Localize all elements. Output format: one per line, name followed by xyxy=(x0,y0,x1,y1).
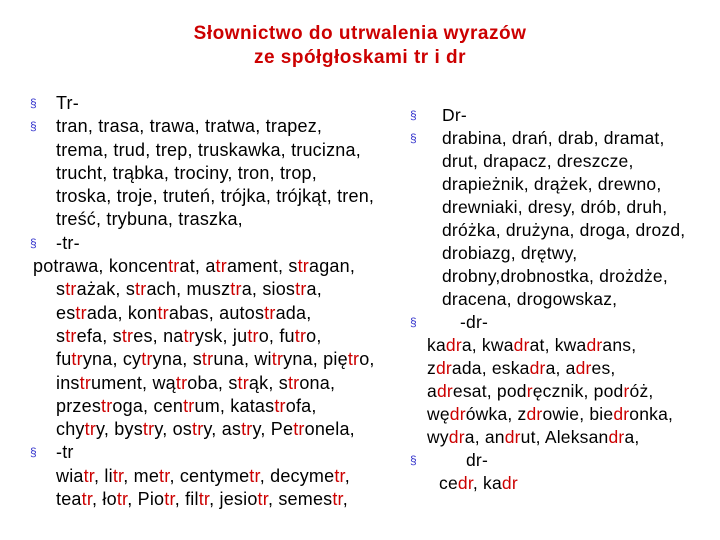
word-list-line xyxy=(30,255,420,278)
word-fragment: a, an xyxy=(464,427,505,447)
highlighted-consonant-cluster: tr xyxy=(71,349,83,370)
word-list-text xyxy=(410,128,665,148)
word-fragment: dróżka, drużyna, droga, drozd, xyxy=(442,220,686,240)
highlighted-consonant-cluster: tr xyxy=(168,256,180,277)
word-list-line xyxy=(410,357,716,380)
highlighted-consonant-cluster: dr xyxy=(586,335,603,355)
word-fragment: -dr- xyxy=(460,312,489,332)
section-bullet-icon: § xyxy=(30,96,37,110)
word-list-line xyxy=(410,311,716,334)
word-list-text xyxy=(410,151,634,171)
word-list-text xyxy=(30,209,243,229)
word-list-text xyxy=(30,489,348,509)
word-list-line xyxy=(410,334,716,357)
word-fragment: a, xyxy=(306,279,322,300)
highlighted-consonant-cluster: tr xyxy=(215,256,227,277)
section-bullet-icon: § xyxy=(410,315,417,329)
highlighted-consonant-cluster: dr xyxy=(529,358,546,378)
word-list-text xyxy=(410,197,667,217)
section-bullet-icon: § xyxy=(410,453,417,467)
word-fragment: a xyxy=(427,381,437,401)
word-fragment: a, xyxy=(624,427,640,447)
word-list-text xyxy=(30,419,355,439)
word-list-line xyxy=(410,173,716,196)
word-fragment: ce xyxy=(439,473,458,493)
word-list-line xyxy=(410,150,716,173)
highlighted-consonant-cluster: tr xyxy=(198,489,210,510)
word-fragment: ut, Aleksan xyxy=(520,427,609,447)
word-list-text xyxy=(410,427,639,447)
word-list-line xyxy=(410,426,716,449)
highlighted-consonant-cluster: dr xyxy=(526,404,543,424)
highlighted-consonant-cluster: dr xyxy=(608,427,625,447)
word-fragment: abas, autos xyxy=(168,302,265,323)
word-list-text xyxy=(410,450,488,470)
highlighted-consonant-cluster: tr xyxy=(293,419,305,440)
word-list-line xyxy=(410,127,716,150)
word-fragment: y, Pe xyxy=(252,419,294,440)
word-fragment: dracena, drogowskaz, xyxy=(442,289,618,309)
word-fragment: , semes xyxy=(267,489,333,510)
word-list-line xyxy=(30,232,420,255)
highlighted-consonant-cluster: tr xyxy=(347,349,360,370)
word-list-text xyxy=(30,466,350,486)
word-fragment: , xyxy=(342,489,348,510)
word-list-line xyxy=(410,242,716,265)
section-bullet-icon: § xyxy=(410,131,417,145)
word-fragment: esat, pod xyxy=(452,381,527,401)
word-list-text xyxy=(410,220,685,240)
word-list-text xyxy=(30,233,80,253)
word-fragment: tea xyxy=(56,489,82,510)
word-fragment: ówka, z xyxy=(465,404,527,424)
word-list-line xyxy=(30,441,420,464)
highlighted-consonant-cluster: tr xyxy=(183,325,195,346)
highlighted-consonant-cluster: tr xyxy=(230,279,242,300)
right-column xyxy=(410,104,716,495)
word-list-text xyxy=(30,116,322,136)
word-fragment: Dr- xyxy=(442,105,467,125)
highlighted-consonant-cluster: dr xyxy=(436,381,453,401)
highlighted-consonant-cluster: dr xyxy=(449,404,466,424)
word-list-line xyxy=(410,288,716,311)
word-fragment: treść, trybuna, traszka, xyxy=(56,209,243,230)
word-fragment: drapieżnik, drążek, drewno, xyxy=(442,174,662,194)
word-list-text xyxy=(410,404,673,424)
highlighted-consonant-cluster: dr xyxy=(504,427,521,447)
word-list-line xyxy=(30,418,420,441)
word-fragment: ofa, xyxy=(285,395,317,416)
highlighted-consonant-cluster: tr xyxy=(249,465,260,486)
word-fragment: wy xyxy=(427,427,449,447)
word-fragment: tran, trasa, trawa, tratwa, trapez, xyxy=(56,116,323,137)
word-fragment: , xyxy=(344,465,350,486)
highlighted-consonant-cluster: tr xyxy=(201,349,214,370)
highlighted-consonant-cluster: dr xyxy=(457,473,473,493)
word-fragment: ada, kon xyxy=(86,302,158,323)
word-fragment: onela, xyxy=(304,419,355,440)
word-fragment: Tr- xyxy=(56,93,79,113)
word-fragment: a, sios xyxy=(241,279,296,300)
word-list-text xyxy=(30,373,335,393)
word-list-text xyxy=(410,335,636,355)
highlighted-consonant-cluster: tr xyxy=(65,325,77,346)
word-fragment: yna, s xyxy=(152,349,202,370)
highlighted-consonant-cluster: tr xyxy=(287,372,300,393)
word-fragment: ach, musz xyxy=(146,279,231,300)
highlighted-consonant-cluster: tr xyxy=(159,465,170,486)
highlighted-consonant-cluster: dr xyxy=(513,335,530,355)
highlighted-consonant-cluster: dr xyxy=(613,404,630,424)
word-list-text xyxy=(30,326,322,346)
highlighted-consonant-cluster: r xyxy=(623,381,630,401)
highlighted-consonant-cluster: tr xyxy=(164,489,175,510)
word-fragment: óż, xyxy=(629,381,654,401)
word-list-line xyxy=(410,449,716,472)
highlighted-consonant-cluster: tr xyxy=(81,489,93,510)
word-fragment: agan, xyxy=(308,256,356,277)
word-fragment: drabina, drań, drab, dramat, xyxy=(442,128,665,148)
word-list-line xyxy=(410,196,716,219)
word-fragment: z xyxy=(427,358,436,378)
highlighted-consonant-cluster: tr xyxy=(83,465,95,486)
word-fragment: ażak, s xyxy=(76,279,136,300)
highlighted-consonant-cluster: tr xyxy=(192,419,204,440)
word-list-line xyxy=(30,185,420,208)
word-fragment: onka, xyxy=(629,404,674,424)
highlighted-consonant-cluster: r xyxy=(526,381,533,401)
word-fragment: ada, xyxy=(275,302,312,323)
word-fragment: ament, s xyxy=(226,256,298,277)
highlighted-consonant-cluster: tr xyxy=(121,325,134,346)
word-fragment: yna, pię xyxy=(283,349,348,370)
section-bullet-icon: § xyxy=(410,108,417,122)
word-list-line xyxy=(30,325,420,348)
word-list-line xyxy=(30,115,420,138)
word-list-line xyxy=(30,465,420,488)
word-fragment: drobny,drobnostka, drożdże, xyxy=(442,266,668,286)
highlighted-consonant-cluster: tr xyxy=(175,372,188,393)
highlighted-consonant-cluster: tr xyxy=(79,372,92,393)
word-list-text xyxy=(30,256,355,276)
word-fragment: a, kwa xyxy=(461,335,514,355)
word-fragment: una, wi xyxy=(213,349,272,370)
word-list-line xyxy=(30,372,420,395)
word-list-line xyxy=(30,302,420,325)
highlighted-consonant-cluster: tr xyxy=(274,395,286,416)
word-fragment: ęcznik, pod xyxy=(532,381,624,401)
highlighted-consonant-cluster: tr xyxy=(264,302,276,323)
word-list-line xyxy=(30,92,420,115)
highlighted-consonant-cluster: tr xyxy=(112,465,124,486)
highlighted-consonant-cluster: tr xyxy=(116,489,128,510)
section-bullet-icon: § xyxy=(30,445,37,460)
highlighted-consonant-cluster: tr xyxy=(247,325,259,346)
word-fragment: efa, s xyxy=(76,325,122,346)
highlighted-consonant-cluster: dr xyxy=(445,335,462,355)
word-fragment: y, os xyxy=(154,419,193,440)
highlighted-consonant-cluster: tr xyxy=(295,279,307,300)
word-fragment: wę xyxy=(427,404,450,424)
word-list-text xyxy=(30,186,374,206)
section-bullet-icon: § xyxy=(30,235,37,250)
highlighted-consonant-cluster: tr xyxy=(241,419,253,440)
word-list-line xyxy=(410,104,716,127)
word-list-text xyxy=(410,473,518,493)
word-fragment: chy xyxy=(56,419,85,440)
highlighted-consonant-cluster: dr xyxy=(501,473,518,493)
title-line-1: Słownictwo do utrwalenia wyrazów xyxy=(193,23,527,44)
word-fragment: o, xyxy=(359,349,375,370)
word-fragment: at, a xyxy=(179,256,216,277)
word-list-line xyxy=(30,162,420,185)
word-list-text xyxy=(410,358,616,378)
word-fragment: drobiazg, drętwy, xyxy=(442,243,578,263)
word-fragment: o, fu xyxy=(258,325,295,346)
word-list-line xyxy=(30,348,420,371)
title-line-2: ze spółgłoskami tr i dr xyxy=(253,47,467,68)
word-list-text xyxy=(410,381,653,401)
highlighted-consonant-cluster: tr xyxy=(237,372,249,393)
word-fragment: trema, trud, trep, truskawka, trucizna, xyxy=(56,139,361,160)
word-fragment: , decyme xyxy=(259,465,335,486)
left-column xyxy=(30,92,420,511)
highlighted-consonant-cluster: dr xyxy=(448,427,465,447)
section-bullet-icon: § xyxy=(30,119,37,134)
highlighted-consonant-cluster: tr xyxy=(135,279,147,300)
highlighted-consonant-cluster: tr xyxy=(294,325,307,346)
highlighted-consonant-cluster: tr xyxy=(101,395,113,416)
word-fragment: , ka xyxy=(472,473,502,493)
highlighted-consonant-cluster: tr xyxy=(141,349,153,370)
word-fragment: przes xyxy=(56,395,102,416)
word-fragment: dr- xyxy=(466,450,488,470)
page-title xyxy=(0,22,720,70)
word-list-line xyxy=(410,403,716,426)
word-list-line xyxy=(30,208,420,231)
word-list-text xyxy=(410,105,467,125)
highlighted-consonant-cluster: tr xyxy=(65,279,77,300)
word-fragment: a, a xyxy=(545,358,576,378)
word-fragment: -tr xyxy=(56,442,74,463)
word-fragment: , centyme xyxy=(169,465,250,486)
word-fragment: trucht, trąbka, trociny, tron, trop, xyxy=(56,162,317,183)
word-list-text xyxy=(30,396,317,416)
word-fragment: , Pio xyxy=(127,489,165,510)
word-fragment: at, kwa xyxy=(529,335,587,355)
highlighted-consonant-cluster: tr xyxy=(157,302,169,323)
word-fragment: troska, troje, truteń, trójka, trójkąt, tren, xyxy=(56,186,375,207)
word-list-text xyxy=(30,279,322,299)
word-list-line xyxy=(30,139,420,162)
highlighted-consonant-cluster: tr xyxy=(75,302,87,323)
word-fragment: ans, xyxy=(602,335,637,355)
word-list-text xyxy=(410,243,577,263)
word-fragment: es, xyxy=(591,358,616,378)
word-fragment: yna, cy xyxy=(82,349,142,370)
word-fragment: es xyxy=(56,302,76,323)
word-list-text xyxy=(30,303,311,323)
word-fragment: owie, bie xyxy=(542,404,614,424)
highlighted-consonant-cluster: tr xyxy=(271,349,284,370)
word-list-text xyxy=(30,349,375,369)
word-list-line xyxy=(30,395,420,418)
word-fragment: s xyxy=(56,279,66,300)
word-fragment: wia xyxy=(56,465,84,486)
word-fragment: o, xyxy=(306,325,322,346)
word-list-line xyxy=(30,488,420,511)
word-fragment: ysk, ju xyxy=(194,325,248,346)
word-fragment: fu xyxy=(56,349,72,370)
word-list-text xyxy=(410,174,661,194)
highlighted-consonant-cluster: dr xyxy=(435,358,452,378)
word-list-text xyxy=(410,289,617,309)
word-fragment: y, bys xyxy=(96,419,143,440)
word-fragment: , li xyxy=(94,465,113,486)
word-fragment: ka xyxy=(427,335,446,355)
word-fragment: drut, drapacz, dreszcze, xyxy=(442,151,634,171)
word-fragment: ąk, s xyxy=(248,372,288,393)
highlighted-consonant-cluster: tr xyxy=(257,489,268,510)
word-fragment: drewniaki, dresy, drób, druh, xyxy=(442,197,668,217)
word-fragment: , jesio xyxy=(209,489,258,510)
word-fragment: es, na xyxy=(133,325,184,346)
word-list-line xyxy=(30,278,420,301)
word-list-text xyxy=(410,312,488,332)
word-fragment: , ło xyxy=(92,489,117,510)
word-list-text xyxy=(30,163,317,183)
word-list-text xyxy=(30,140,361,160)
word-list-line xyxy=(410,265,716,288)
word-fragment: potrawa, koncen xyxy=(33,256,169,277)
word-list-text xyxy=(30,93,79,113)
word-fragment: s xyxy=(56,325,66,346)
word-list-line xyxy=(410,472,716,495)
word-fragment: y, as xyxy=(203,419,242,440)
word-fragment: ins xyxy=(56,372,80,393)
highlighted-consonant-cluster: dr xyxy=(575,358,592,378)
word-fragment: , fil xyxy=(174,489,199,510)
highlighted-consonant-cluster: tr xyxy=(84,419,97,440)
word-fragment: um, katas xyxy=(194,395,275,416)
word-fragment: oba, s xyxy=(187,372,238,393)
word-list-text xyxy=(410,266,668,286)
word-list-line xyxy=(410,380,716,403)
highlighted-consonant-cluster: tr xyxy=(332,489,343,510)
word-fragment: , me xyxy=(123,465,160,486)
word-fragment: ona, xyxy=(299,372,336,393)
highlighted-consonant-cluster: tr xyxy=(183,395,195,416)
word-fragment: -tr- xyxy=(56,232,80,253)
word-list-line xyxy=(410,219,716,242)
highlighted-consonant-cluster: tr xyxy=(334,465,345,486)
word-fragment: ument, wą xyxy=(91,372,176,393)
highlighted-consonant-cluster: tr xyxy=(142,419,155,440)
word-fragment: oga, cen xyxy=(112,395,184,416)
word-fragment: ada, eska xyxy=(451,358,530,378)
highlighted-consonant-cluster: tr xyxy=(297,256,309,277)
